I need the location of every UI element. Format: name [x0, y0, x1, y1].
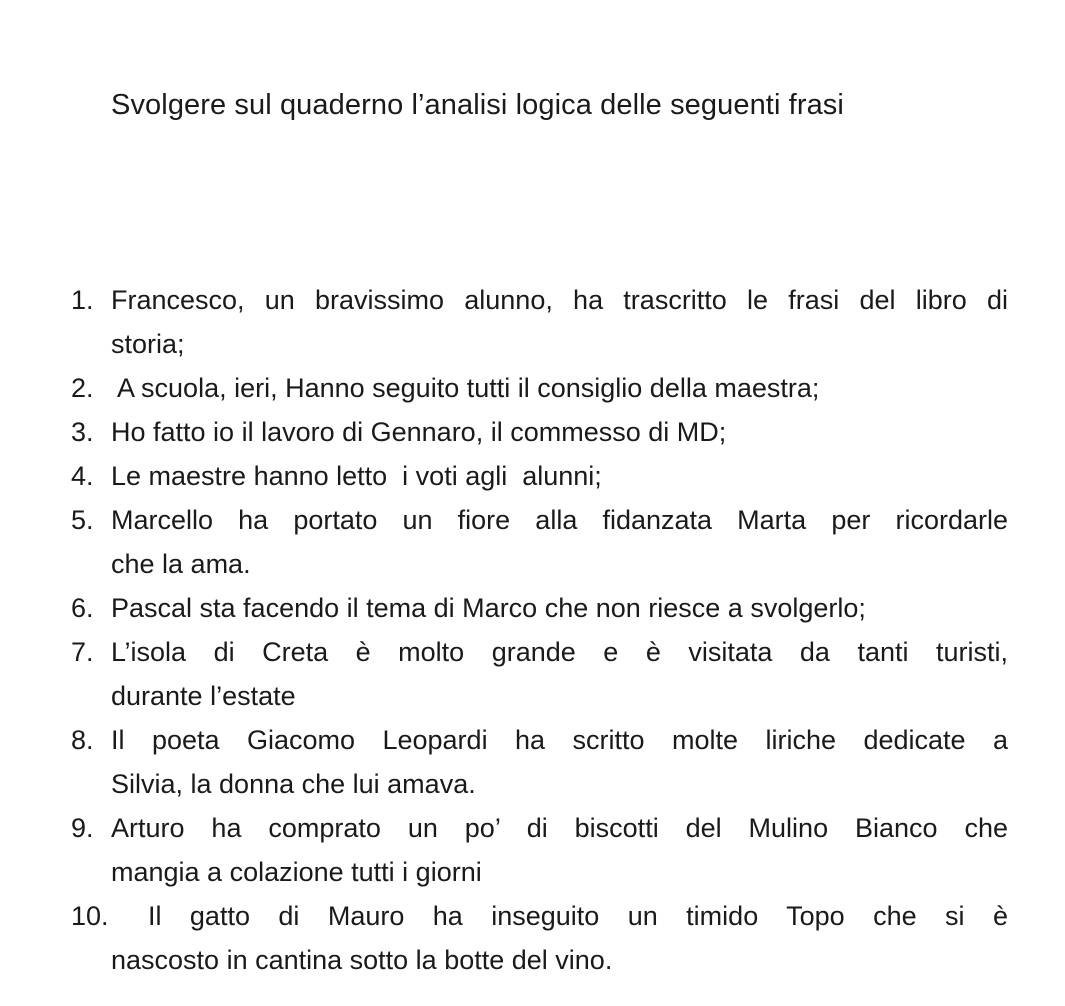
sentence-line: Il gatto di Mauro ha inseguito un timido Topo che si è — [148, 901, 1008, 931]
sentence-number: 3. — [71, 417, 94, 447]
sentence-number: 2. — [71, 373, 94, 403]
sentence-number: 6. — [71, 593, 94, 623]
sentence-number: 7. — [71, 637, 94, 667]
sentence-number: 9. — [71, 813, 94, 843]
sentence-item — [0, 806, 1065, 894]
sentence-item — [0, 586, 1065, 630]
sentence-line: mangia a colazione tutti i giorni — [111, 857, 482, 887]
sentence-line: che la ama. — [111, 549, 251, 579]
sentence-line: durante l’estate — [111, 681, 296, 711]
sentence-line: L’isola di Creta è molto grande e è visitata da tanti turisti, — [111, 637, 1008, 667]
sentence-number: 8. — [71, 725, 94, 755]
sentence-list — [0, 278, 1065, 982]
sentence-number: 10. — [71, 901, 109, 931]
sentence-line: Ho fatto io il lavoro di Gennaro, il commesso di MD; — [111, 417, 727, 447]
sentence-line: nascosto in cantina sotto la botte del vino. — [111, 945, 613, 975]
sentence-item — [0, 718, 1065, 806]
sentence-item — [0, 366, 1065, 410]
sentence-line: Silvia, la donna che lui amava. — [111, 769, 476, 799]
sentence-number: 1. — [71, 285, 94, 315]
sentence-number: 5. — [71, 505, 94, 535]
sentence-line: Arturo ha comprato un po’ di biscotti del Mulino Bianco che — [111, 813, 1008, 843]
sentence-item — [0, 410, 1065, 454]
sentence-item — [0, 498, 1065, 586]
sentence-line: Le maestre hanno letto i voti agli alunni; — [111, 461, 602, 491]
sentence-item — [0, 894, 1065, 982]
sentence-line: Il poeta Giacomo Leopardi ha scritto molte liriche dedicate a — [111, 725, 1008, 755]
sentence-item — [0, 454, 1065, 498]
sentence-line: Francesco, un bravissimo alunno, ha trascritto le frasi del libro di — [111, 285, 1008, 315]
sentence-item — [0, 278, 1065, 366]
sentence-item — [0, 630, 1065, 718]
sentence-number: 4. — [71, 461, 94, 491]
sentence-line: A scuola, ieri, Hanno seguito tutti il consiglio della maestra; — [111, 373, 820, 403]
sentence-line: Marcello ha portato un fiore alla fidanzata Marta per ricordarle — [111, 505, 1008, 535]
sentence-line: Pascal sta facendo il tema di Marco che non riesce a svolgerlo; — [111, 593, 866, 623]
instruction-heading: Svolgere sul quaderno l’analisi logica delle seguenti frasi — [111, 89, 844, 121]
sentence-line: storia; — [111, 329, 185, 359]
